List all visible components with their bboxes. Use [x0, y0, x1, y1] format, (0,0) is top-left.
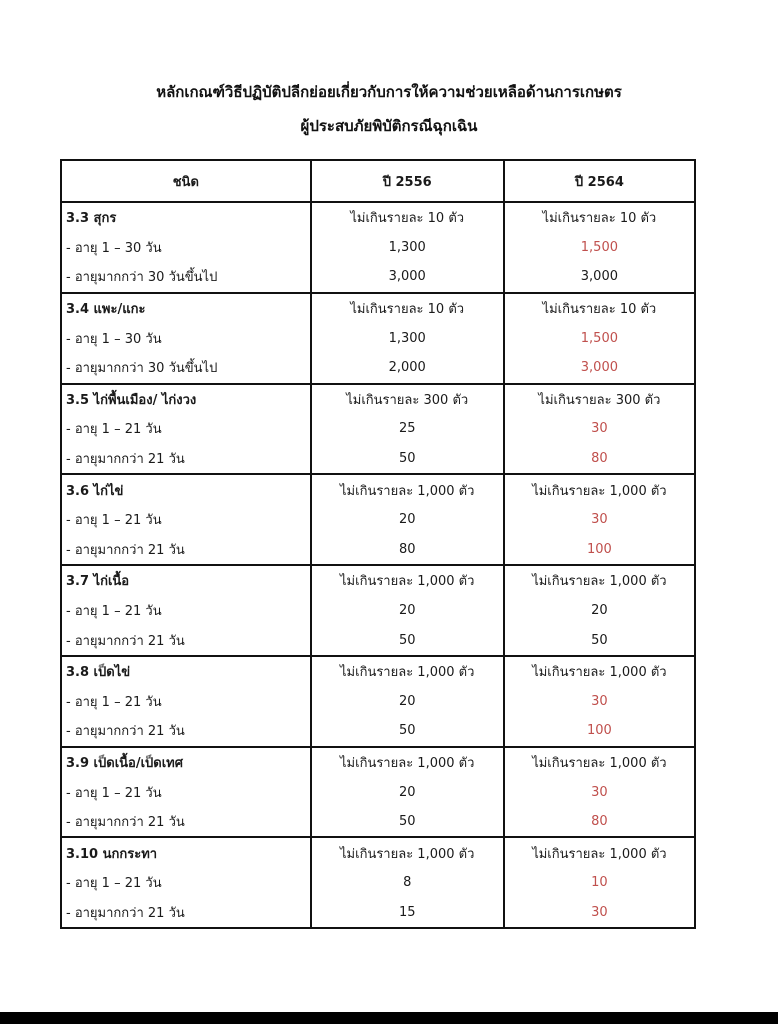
assistance-rate-table — [60, 159, 696, 929]
value-2556: 50 — [311, 444, 504, 475]
value-2564: 30 — [504, 898, 695, 929]
table-row — [61, 868, 695, 898]
age-label: - อายุ 1 – 21 วัน — [61, 868, 311, 898]
group-header-row — [61, 202, 695, 233]
limit-2564: ไม่เกินรายละ 1,000 ตัว — [504, 565, 695, 596]
value-2564: 1,500 — [504, 323, 695, 353]
table-row — [61, 233, 695, 263]
group-header-row — [61, 837, 695, 868]
group-name: 3.4 แพะ/แกะ — [61, 293, 311, 324]
value-2564: 20 — [504, 596, 695, 626]
age-label: - อายุ 1 – 21 วัน — [61, 414, 311, 444]
group-header-row — [61, 565, 695, 596]
table-row — [61, 777, 695, 807]
table-row — [61, 807, 695, 838]
value-2556: 50 — [311, 716, 504, 747]
table-group — [61, 384, 695, 475]
limit-2564: ไม่เกินรายละ 10 ตัว — [504, 293, 695, 324]
value-2564: 30 — [504, 414, 695, 444]
table-row — [61, 687, 695, 717]
age-label: - อายุมากกว่า 21 วัน — [61, 716, 311, 747]
value-2556: 80 — [311, 535, 504, 566]
group-name: 3.9 เป็ดเนื้อ/เป็ดเทศ — [61, 747, 311, 778]
table-row — [61, 444, 695, 475]
age-label: - อายุมากกว่า 30 วันขึ้นไป — [61, 262, 311, 293]
table-row — [61, 353, 695, 384]
value-2556: 25 — [311, 414, 504, 444]
table-group — [61, 293, 695, 384]
value-2564: 50 — [504, 625, 695, 656]
group-header-row — [61, 293, 695, 324]
value-2564: 100 — [504, 716, 695, 747]
table-row — [61, 505, 695, 535]
value-2564: 3,000 — [504, 262, 695, 293]
table-row — [61, 596, 695, 626]
value-2556: 50 — [311, 625, 504, 656]
table-row — [61, 535, 695, 566]
value-2556: 50 — [311, 807, 504, 838]
value-2564: 1,500 — [504, 233, 695, 263]
limit-2556: ไม่เกินรายละ 1,000 ตัว — [311, 747, 504, 778]
value-2564: 3,000 — [504, 353, 695, 384]
age-label: - อายุมากกว่า 21 วัน — [61, 625, 311, 656]
value-2556: 15 — [311, 898, 504, 929]
limit-2556: ไม่เกินรายละ 1,000 ตัว — [311, 656, 504, 687]
group-name: 3.10 นกกระทา — [61, 837, 311, 868]
limit-2564: ไม่เกินรายละ 1,000 ตัว — [504, 474, 695, 505]
table-header-row — [61, 160, 695, 202]
limit-2556: ไม่เกินรายละ 300 ตัว — [311, 384, 504, 415]
table-row — [61, 625, 695, 656]
value-2564: 80 — [504, 444, 695, 475]
table-group — [61, 656, 695, 747]
age-label: - อายุมากกว่า 21 วัน — [61, 444, 311, 475]
value-2556: 20 — [311, 596, 504, 626]
limit-2564: ไม่เกินรายละ 300 ตัว — [504, 384, 695, 415]
document-subtitle: ผู้ประสบภัยพิบัติกรณีฉุกเฉิน — [300, 117, 478, 135]
limit-2556: ไม่เกินรายละ 10 ตัว — [311, 202, 504, 233]
age-label: - อายุ 1 – 21 วัน — [61, 505, 311, 535]
group-name: 3.3 สุกร — [61, 202, 311, 233]
table-group — [61, 565, 695, 656]
limit-2564: ไม่เกินรายละ 1,000 ตัว — [504, 656, 695, 687]
age-label: - อายุมากกว่า 21 วัน — [61, 898, 311, 929]
header-year-2564: ปี 2564 — [504, 160, 695, 202]
value-2556: 1,300 — [311, 233, 504, 263]
header-type: ชนิด — [61, 160, 311, 202]
value-2556: 3,000 — [311, 262, 504, 293]
value-2556: 2,000 — [311, 353, 504, 384]
table-group — [61, 474, 695, 565]
value-2564: 30 — [504, 687, 695, 717]
limit-2556: ไม่เกินรายละ 1,000 ตัว — [311, 474, 504, 505]
table-row — [61, 414, 695, 444]
value-2556: 20 — [311, 777, 504, 807]
age-label: - อายุ 1 – 30 วัน — [61, 233, 311, 263]
group-header-row — [61, 656, 695, 687]
age-label: - อายุมากกว่า 21 วัน — [61, 535, 311, 566]
group-header-row — [61, 384, 695, 415]
group-name: 3.6 ไก่ไข่ — [61, 474, 311, 505]
document-title: หลักเกณฑ์วิธีปฏิบัติปลีกย่อยเกี่ยวกับการให้ความช่วยเหลือด้านการเกษตร — [156, 83, 622, 101]
limit-2564: ไม่เกินรายละ 1,000 ตัว — [504, 837, 695, 868]
value-2564: 30 — [504, 505, 695, 535]
limit-2556: ไม่เกินรายละ 1,000 ตัว — [311, 565, 504, 596]
limit-2556: ไม่เกินรายละ 10 ตัว — [311, 293, 504, 324]
limit-2556: ไม่เกินรายละ 1,000 ตัว — [311, 837, 504, 868]
age-label: - อายุมากกว่า 21 วัน — [61, 807, 311, 838]
table-row — [61, 898, 695, 929]
limit-2564: ไม่เกินรายละ 10 ตัว — [504, 202, 695, 233]
age-label: - อายุ 1 – 21 วัน — [61, 687, 311, 717]
value-2564: 10 — [504, 868, 695, 898]
table-group — [61, 202, 695, 293]
age-label: - อายุ 1 – 21 วัน — [61, 596, 311, 626]
group-name: 3.8 เป็ดไข่ — [61, 656, 311, 687]
group-name: 3.7 ไก่เนื้อ — [61, 565, 311, 596]
bottom-bar — [0, 1012, 778, 1024]
group-name: 3.5 ไก่พื้นเมือง/ ไก่งวง — [61, 384, 311, 415]
age-label: - อายุ 1 – 21 วัน — [61, 777, 311, 807]
table-group — [61, 837, 695, 928]
group-header-row — [61, 474, 695, 505]
table-row — [61, 262, 695, 293]
group-header-row — [61, 747, 695, 778]
age-label: - อายุมากกว่า 30 วันขึ้นไป — [61, 353, 311, 384]
value-2564: 100 — [504, 535, 695, 566]
value-2556: 8 — [311, 868, 504, 898]
table-row — [61, 323, 695, 353]
value-2564: 30 — [504, 777, 695, 807]
table-group — [61, 747, 695, 838]
value-2556: 20 — [311, 505, 504, 535]
header-year-2556: ปี 2556 — [311, 160, 504, 202]
age-label: - อายุ 1 – 30 วัน — [61, 323, 311, 353]
value-2556: 1,300 — [311, 323, 504, 353]
limit-2564: ไม่เกินรายละ 1,000 ตัว — [504, 747, 695, 778]
value-2556: 20 — [311, 687, 504, 717]
table-row — [61, 716, 695, 747]
value-2564: 80 — [504, 807, 695, 838]
